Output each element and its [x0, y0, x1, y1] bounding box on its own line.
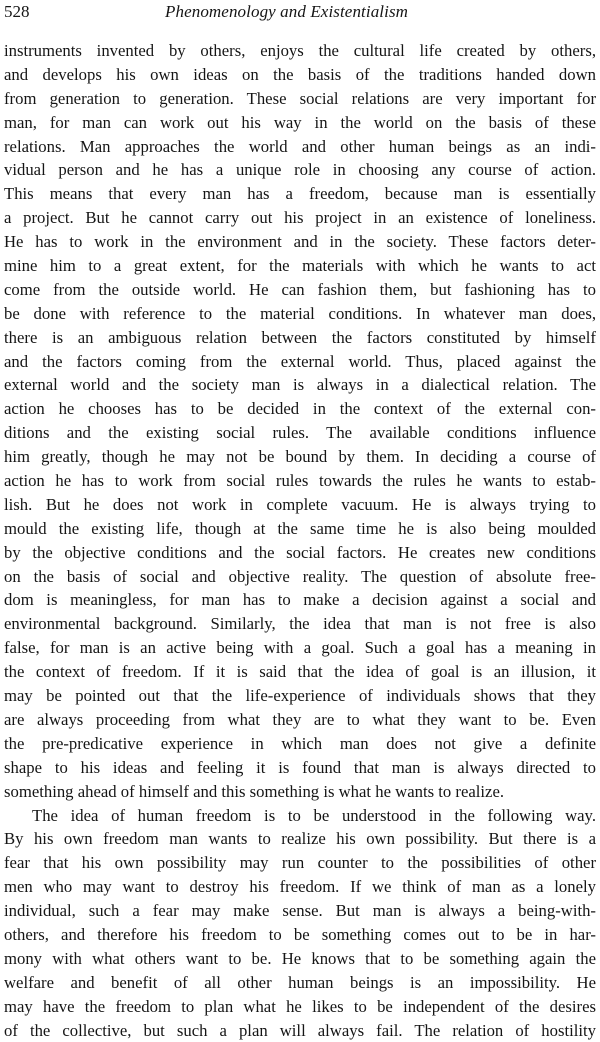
text-line: action he has to work from social rules towards the rules he wants to estab-: [4, 469, 596, 493]
text-line: By his own freedom man wants to realize his own possibility. But there is a: [4, 827, 596, 851]
body-text: [4, 39, 596, 1042]
running-title: Phenomenology and Existentialism: [165, 1, 408, 23]
text-line: a project. But he cannot carry out his project in an existence of loneliness.: [4, 206, 596, 230]
text-line: He has to work in the environment and in the society. These factors deter-: [4, 230, 596, 254]
text-line: come from the outside world. He can fashion them, but fashioning has to: [4, 278, 596, 302]
text-line: The idea of human freedom is to be understood in the following way.: [4, 804, 596, 828]
text-line: fear that his own possibility may run counter to the possibilities of other: [4, 851, 596, 875]
text-line: environmental background. Similarly, the idea that man is not free is also: [4, 612, 596, 636]
text-line: him greatly, though he may not be bound by them. In deciding a course of: [4, 445, 596, 469]
text-line: welfare and benefit of all other human beings is an impossibility. He: [4, 971, 596, 995]
paragraph: [4, 39, 596, 804]
text-line: mould the existing life, though at the same time he is also being moulded: [4, 517, 596, 541]
text-line: from generation to generation. These social relations are very important for: [4, 87, 596, 111]
text-line: instruments invented by others, enjoys the cultural life created by others,: [4, 39, 596, 63]
text-line: and the factors coming from the external world. Thus, placed against the: [4, 350, 596, 374]
text-line: man, for man can work out his way in the world on the basis of these: [4, 111, 596, 135]
text-line: This means that every man has a freedom, because man is essentially: [4, 182, 596, 206]
text-line: lish. But he does not work in complete vacuum. He is always trying to: [4, 493, 596, 517]
page-number: 528: [4, 1, 30, 23]
paragraph: [4, 804, 596, 1042]
text-line: may be pointed out that the life-experience of individuals shows that they: [4, 684, 596, 708]
text-line: others, and therefore his freedom to be something comes out to be in har-: [4, 923, 596, 947]
text-line: shape to his ideas and feeling it is found that man is always directed to: [4, 756, 596, 780]
text-line: are always proceeding from what they are to what they want to be. Even: [4, 708, 596, 732]
text-line: dom is meaningless, for man has to make a decision against a social and: [4, 588, 596, 612]
text-line: ditions and the existing social rules. The available conditions influence: [4, 421, 596, 445]
text-line: may have the freedom to plan what he likes to be independent of the desires: [4, 995, 596, 1019]
text-line: external world and the society man is always in a dialectical relation. The: [4, 373, 596, 397]
text-line: relations. Man approaches the world and other human beings as an indi-: [4, 135, 596, 159]
text-line: action he chooses has to be decided in the context of the external con-: [4, 397, 596, 421]
text-line: something ahead of himself and this something is what he wants to realize.: [4, 780, 596, 804]
text-line: vidual person and he has a unique role in choosing any course of action.: [4, 158, 596, 182]
text-line: the pre-predicative experience in which man does not give a definite: [4, 732, 596, 756]
text-line: be done with reference to the material conditions. In whatever man does,: [4, 302, 596, 326]
text-line: mony with what others want to be. He knows that to be something again the: [4, 947, 596, 971]
text-line: and develops his own ideas on the basis of the traditions handed down: [4, 63, 596, 87]
text-line: there is an ambiguous relation between the factors constituted by himself: [4, 326, 596, 350]
text-line: false, for man is an active being with a goal. Such a goal has a meaning in: [4, 636, 596, 660]
page-header: [4, 1, 596, 23]
text-line: on the basis of social and objective reality. The question of absolute free-: [4, 565, 596, 589]
text-line: by the objective conditions and the social factors. He creates new conditions: [4, 541, 596, 565]
text-line: the context of freedom. If it is said that the idea of goal is an illusion, it: [4, 660, 596, 684]
text-line: men who may want to destroy his freedom. If we think of man as a lonely: [4, 875, 596, 899]
text-line: individual, such a fear may make sense. But man is always a being-with-: [4, 899, 596, 923]
text-line: mine him to a great extent, for the materials with which he wants to act: [4, 254, 596, 278]
text-line: of the collective, but such a plan will always fail. The relation of hostility: [4, 1019, 596, 1042]
